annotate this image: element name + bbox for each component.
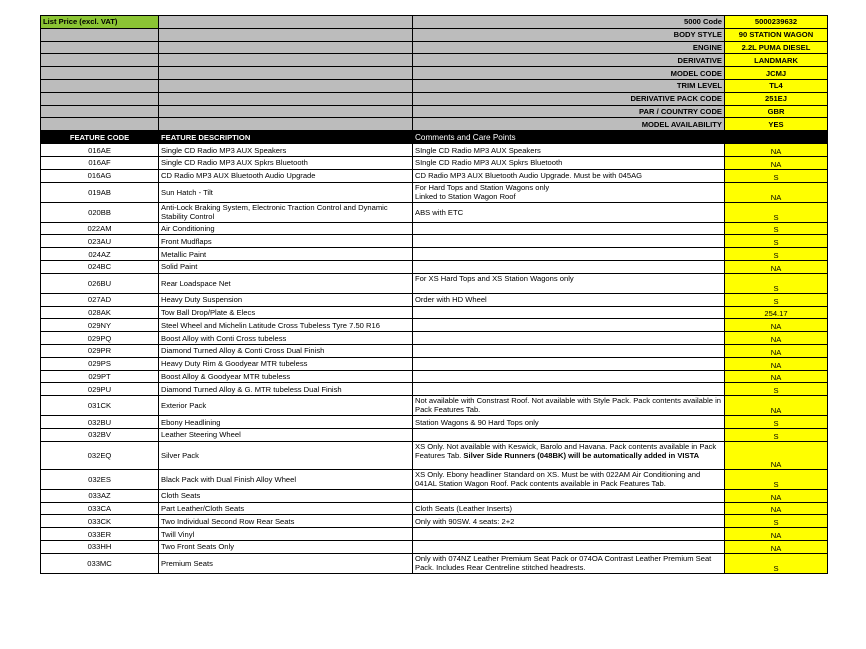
feature-code: 033HH (41, 540, 159, 553)
table-row (41, 428, 828, 441)
availability-cell: NA (725, 332, 828, 345)
comment-cell (413, 502, 725, 515)
availability-cell: NA (725, 357, 828, 370)
table-row (41, 469, 828, 489)
spec-row (41, 118, 828, 131)
comment-cell (413, 344, 725, 357)
comment-cell (413, 383, 725, 396)
table-row (41, 144, 828, 157)
spec-value: 5000239632 (725, 16, 828, 29)
blank-cell (41, 92, 159, 105)
table-row (41, 319, 828, 332)
spec-value: LANDMARK (725, 54, 828, 67)
availability-cell: S (725, 222, 828, 235)
table-row (41, 222, 828, 235)
spec-value: TL4 (725, 79, 828, 92)
blank-cell (41, 67, 159, 80)
table-row (41, 528, 828, 541)
comment-cell (413, 235, 725, 248)
feature-code: 016AF (41, 156, 159, 169)
feature-code: 033MC (41, 553, 159, 573)
comment-text: Station Wagons & 90 Hard Tops only (415, 417, 539, 427)
comment-cell (413, 182, 725, 202)
spec-label: ENGINE (413, 41, 725, 54)
feature-description: Diamond Turned Alloy & Conti Cross Dual Finish (159, 344, 413, 357)
comment-text: CD Radio MP3 AUX Bluetooth Audio Upgrade. Must be with 045AG (415, 171, 643, 181)
feature-description: Leather Steering Wheel (159, 428, 413, 441)
comment-text: Order with HD Wheel (415, 295, 487, 305)
spec-row (41, 54, 828, 67)
feature-code: 020BB (41, 202, 159, 222)
availability-cell: S (725, 428, 828, 441)
blank-cell (41, 79, 159, 92)
feature-description: Black Pack with Dual Finish Alloy Wheel (159, 469, 413, 489)
comment-cell (413, 416, 725, 429)
spec-value: YES (725, 118, 828, 131)
table-row (41, 273, 828, 293)
availability-cell: NA (725, 144, 828, 157)
spec-label: MODEL AVAILABILITY (413, 118, 725, 131)
table-row (41, 306, 828, 319)
spec-row (41, 41, 828, 54)
feature-code: 032ES (41, 469, 159, 489)
feature-description: Twill Vinyl (159, 528, 413, 541)
comment-cell (413, 553, 725, 573)
comment-cell (413, 370, 725, 383)
comment-text: SIngle CD Radio MP3 AUX Speakers (415, 145, 541, 155)
availability-cell: S (725, 248, 828, 261)
spec-row (41, 105, 828, 118)
table-row (41, 540, 828, 553)
comment-cell (413, 306, 725, 319)
feature-code: 033AZ (41, 489, 159, 502)
comment-cell (413, 540, 725, 553)
price-sheet (40, 15, 828, 574)
feature-code: 016AE (41, 144, 159, 157)
comment-text: ABS with ETC (415, 207, 464, 217)
feature-description: Premium Seats (159, 553, 413, 573)
table-row (41, 370, 828, 383)
feature-code: 028AK (41, 306, 159, 319)
availability-cell: NA (725, 344, 828, 357)
feature-description: Heavy Duty Suspension (159, 293, 413, 306)
availability-cell: NA (725, 319, 828, 332)
blank-cell (159, 92, 413, 105)
availability-cell: 254.17 (725, 306, 828, 319)
comment-text: For XS Hard Tops and XS Station Wagons only (415, 273, 574, 283)
comment-cell (413, 260, 725, 273)
blank-cell (159, 118, 413, 131)
table-row (41, 489, 828, 502)
feature-code: 031CK (41, 396, 159, 416)
feature-code: 029PS (41, 357, 159, 370)
comment-text: XS Only. Not available with Keswick, Barolo and Havana. Pack contents available in Pack Features Tab. (415, 441, 717, 460)
availability-cell: NA (725, 396, 828, 416)
feature-code: 019AB (41, 182, 159, 202)
feature-code: 032BU (41, 416, 159, 429)
feature-description: Single CD Radio MP3 AUX Speakers (159, 144, 413, 157)
comment-cell (413, 169, 725, 182)
feature-description: Sun Hatch - Tilt (159, 182, 413, 202)
availability-cell: NA (725, 370, 828, 383)
feature-description: Air Conditioning (159, 222, 413, 235)
comment-cell (413, 428, 725, 441)
blank-cell (41, 54, 159, 67)
availability-cell: NA (725, 528, 828, 541)
feature-description: Two Individual Second Row Rear Seats (159, 515, 413, 528)
feature-description: Boost Alloy & Goodyear MTR tubeless (159, 370, 413, 383)
feature-description: Cloth Seats (159, 489, 413, 502)
blank-cell (41, 41, 159, 54)
spec-value: 251EJ (725, 92, 828, 105)
feature-description: Part Leather/Cloth Seats (159, 502, 413, 515)
feature-description: Anti-Lock Braking System, Electronic Traction Control and Dynamic Stability Control (159, 202, 413, 222)
availability-cell: S (725, 515, 828, 528)
feature-description: Diamond Turned Alloy & G. MTR tubeless Dual Finish (159, 383, 413, 396)
comment-text: Only with 90SW. 4 seats: 2+2 (415, 516, 515, 526)
feature-description: Front Mudflaps (159, 235, 413, 248)
feature-description: CD Radio MP3 AUX Bluetooth Audio Upgrade (159, 169, 413, 182)
spec-header (41, 16, 828, 131)
comment-text: Only with 074NZ Leather Premium Seat Pack or 074OA Contrast Leather Premium Seat Pack. Includes Rear Centreline stitched headrests. (415, 553, 712, 572)
table-row (41, 383, 828, 396)
comment-cell (413, 332, 725, 345)
table-row (41, 357, 828, 370)
blank-cell (41, 105, 159, 118)
blank-cell (159, 67, 413, 80)
availability-cell: NA (725, 182, 828, 202)
comment-cell (413, 441, 725, 469)
feature-description: Steel Wheel and Michelin Latitude Cross Tubeless Tyre 7.50 R16 (159, 319, 413, 332)
comment-cell (413, 357, 725, 370)
table-row (41, 441, 828, 469)
availability-cell: S (725, 169, 828, 182)
feature-description: Exterior Pack (159, 396, 413, 416)
spec-label: 5000 Code (413, 16, 725, 29)
comment-text: Not available with Constrast Roof. Not available with Style Pack. Pack contents available in Pack Features Tab. (415, 396, 722, 415)
blank-cell (159, 54, 413, 67)
spec-label: PAR / COUNTRY CODE (413, 105, 725, 118)
feature-code: 029PR (41, 344, 159, 357)
feature-code: 029NY (41, 319, 159, 332)
availability-cell: NA (725, 441, 828, 469)
feature-code: 033CK (41, 515, 159, 528)
blank-cell (159, 79, 413, 92)
spec-value: 2.2L PUMA DIESEL (725, 41, 828, 54)
spec-value: GBR (725, 105, 828, 118)
feature-description: Single CD Radio MP3 AUX Spkrs Bluetooth (159, 156, 413, 169)
comment-cell (413, 156, 725, 169)
feature-code: 026BU (41, 273, 159, 293)
spec-value: JCMJ (725, 67, 828, 80)
feature-code-header: FEATURE CODE (41, 131, 159, 144)
availability-cell: NA (725, 260, 828, 273)
comment-cell (413, 489, 725, 502)
table-row (41, 182, 828, 202)
availability-cell: S (725, 273, 828, 293)
comment-cell (413, 222, 725, 235)
spec-row (41, 92, 828, 105)
spec-row (41, 28, 828, 41)
comment-cell (413, 248, 725, 261)
blank-cell (159, 41, 413, 54)
availability-cell: NA (725, 489, 828, 502)
list-price-label: List Price (excl. VAT) (41, 16, 159, 29)
feature-code: 029PU (41, 383, 159, 396)
availability-cell: S (725, 202, 828, 222)
table-row (41, 553, 828, 573)
feature-description-header: FEATURE DESCRIPTION (159, 131, 413, 144)
blank-cell (159, 28, 413, 41)
comment-text: For Hard Tops and Station Wagons only Linked to Station Wagon Roof (415, 182, 550, 201)
blank-cell (159, 16, 413, 29)
comment-text: SIngle CD Radio MP3 AUX Spkrs Bluetooth (415, 158, 563, 168)
table-row (41, 396, 828, 416)
feature-code: 032EQ (41, 441, 159, 469)
comment-cell (413, 396, 725, 416)
feature-rows (41, 144, 828, 574)
spec-label: TRIM LEVEL (413, 79, 725, 92)
table-row (41, 260, 828, 273)
blank-cell (159, 105, 413, 118)
availability-cell: S (725, 383, 828, 396)
feature-description: Tow Ball Drop/Plate & Elecs (159, 306, 413, 319)
spec-label: BODY STYLE (413, 28, 725, 41)
table-row (41, 515, 828, 528)
feature-code: 022AM (41, 222, 159, 235)
spec-label: DERIVATIVE PACK CODE (413, 92, 725, 105)
availability-cell: S (725, 235, 828, 248)
feature-description: Heavy Duty Rim & Goodyear MTR tubeless (159, 357, 413, 370)
feature-code: 024AZ (41, 248, 159, 261)
comment-cell (413, 319, 725, 332)
feature-description: Rear Loadspace Net (159, 273, 413, 293)
comment-cell (413, 515, 725, 528)
feature-table (40, 15, 828, 574)
feature-code: 024BC (41, 260, 159, 273)
feature-code: 029PT (41, 370, 159, 383)
table-row (41, 169, 828, 182)
feature-description: Two Front Seats Only (159, 540, 413, 553)
feature-code: 029PQ (41, 332, 159, 345)
availability-header (725, 131, 828, 144)
blank-cell (41, 28, 159, 41)
comment-cell (413, 528, 725, 541)
availability-cell: S (725, 293, 828, 306)
availability-cell: NA (725, 540, 828, 553)
column-header (41, 131, 828, 144)
availability-cell: NA (725, 156, 828, 169)
availability-cell: NA (725, 502, 828, 515)
feature-description: Ebony Headlining (159, 416, 413, 429)
feature-code: 033ER (41, 528, 159, 541)
spec-row (41, 67, 828, 80)
comments-header: Comments and Care Points (413, 131, 725, 144)
comment-text: Cloth Seats (Leather Inserts) (415, 503, 513, 513)
comment-cell (413, 202, 725, 222)
table-row (41, 156, 828, 169)
availability-cell: S (725, 553, 828, 573)
comment-cell (413, 469, 725, 489)
blank-cell (41, 118, 159, 131)
availability-cell: S (725, 469, 828, 489)
feature-code: 016AG (41, 169, 159, 182)
availability-cell: S (725, 416, 828, 429)
feature-code: 023AU (41, 235, 159, 248)
feature-description: Metallic Paint (159, 248, 413, 261)
comment-cell (413, 144, 725, 157)
table-row (41, 332, 828, 345)
table-row (41, 502, 828, 515)
table-row (41, 416, 828, 429)
spec-row (41, 79, 828, 92)
comment-cell (413, 293, 725, 306)
feature-description: Solid Paint (159, 260, 413, 273)
table-row (41, 344, 828, 357)
spec-value: 90 STATION WAGON (725, 28, 828, 41)
feature-description: Silver Pack (159, 441, 413, 469)
feature-code: 027AD (41, 293, 159, 306)
spec-row (41, 16, 828, 29)
comment-cell (413, 273, 725, 293)
table-row (41, 293, 828, 306)
feature-code: 033CA (41, 502, 159, 515)
table-row (41, 202, 828, 222)
comment-bold-text: Silver Side Runners (048BK) will be automatically added in VISTA (463, 450, 700, 460)
table-row (41, 248, 828, 261)
feature-code: 032BV (41, 428, 159, 441)
table-row (41, 235, 828, 248)
spec-label: DERIVATIVE (413, 54, 725, 67)
comment-text: XS Only. Ebony headliner Standard on XS. Must be with 022AM Air Conditioning and 041AL Station Wagon Roof. Pack contents available in Pack Features Tab. (415, 469, 701, 488)
spec-label: MODEL CODE (413, 67, 725, 80)
feature-description: Boost Alloy with Conti Cross tubeless (159, 332, 413, 345)
